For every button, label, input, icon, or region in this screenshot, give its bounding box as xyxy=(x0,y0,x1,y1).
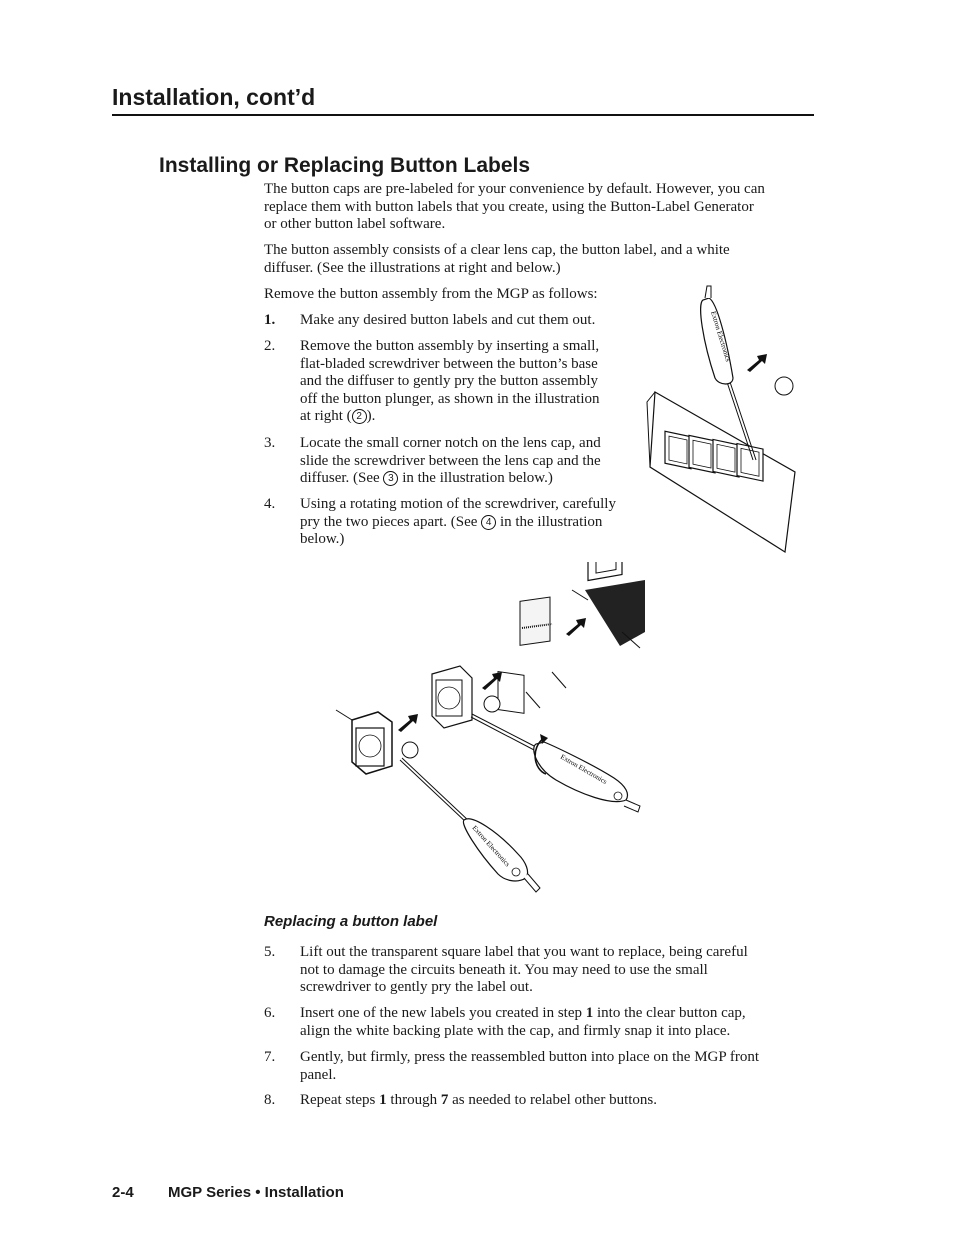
intro-paragraph-1: The button caps are pre-labeled for your convenience by default. However, you can replace them with button labels that you create, using the Button-Label Generator or other button label software. xyxy=(264,181,765,232)
label-and-diffuser xyxy=(498,597,566,713)
callout-circle-3 xyxy=(402,742,418,758)
callout-circle-2 xyxy=(775,377,793,395)
step-number: 1. xyxy=(264,312,276,328)
page-number: 2-4 xyxy=(112,1184,134,1201)
screwdriver-brand: Extron Electronics xyxy=(709,310,733,363)
step-text: Locate the small corner notch on the lens cap, and slide the screwdriver between the lens cap and the diffuser. (See 3 in the illustration below.) xyxy=(300,435,601,486)
step-text: Gently, but firmly, press the reassembled button into place on the MGP front panel. xyxy=(300,1049,760,1083)
step-number: 4. xyxy=(264,496,276,512)
arrow-icon xyxy=(566,618,586,636)
header-rule xyxy=(112,114,814,116)
intro-paragraph-3: Remove the button assembly from the MGP as follows: xyxy=(264,286,598,302)
screwdriver-lower xyxy=(400,758,540,892)
step-number: 5. xyxy=(264,944,276,960)
step-number: 7. xyxy=(264,1049,276,1065)
page-header xyxy=(112,84,814,116)
section-title: Installing or Replacing Button Labels xyxy=(159,154,531,177)
step-number: 2. xyxy=(264,338,276,354)
screwdriver-brand-lower: Extron Electronics xyxy=(470,823,512,869)
page-footer xyxy=(112,1184,344,1201)
front-panel-illustration xyxy=(645,282,805,557)
arrow-icon xyxy=(398,714,418,732)
step-text: Repeat steps 1 through 7 as needed to relabel other buttons. xyxy=(300,1092,658,1108)
screwdriver-right xyxy=(471,714,640,812)
step-text: Lift out the transparent square label that you want to replace, being careful not to damage the circuits beneath it. You may need to use the small screwdriver to gently pry the label out. xyxy=(300,944,748,995)
callout-2-icon: 2 xyxy=(352,409,367,424)
step-number: 8. xyxy=(264,1092,276,1108)
plunger-housing xyxy=(572,562,645,648)
step-text: Make any desired button labels and cut them out. xyxy=(300,312,596,328)
footer-text: MGP Series • Installation xyxy=(168,1184,344,1201)
lens-cap-left xyxy=(336,710,392,774)
step-number: 6. xyxy=(264,1005,276,1021)
intro-paragraph-2: The button assembly consists of a clear lens cap, the button label, and a white diffuser. (See the illustrations at right and below.) xyxy=(264,242,730,276)
exploded-button-illustration xyxy=(330,562,660,897)
step-text: Insert one of the new labels you created in step 1 into the clear button cap, align the white backing plate with the cap, and firmly snap it into place. xyxy=(300,1005,746,1039)
screwdriver-brand-right: Extron Electronics xyxy=(559,752,609,786)
page-title: Installation, cont’d xyxy=(112,84,316,110)
callout-circle-4 xyxy=(484,696,500,712)
arrow-icon xyxy=(747,354,767,372)
lens-cap-middle xyxy=(432,666,472,728)
callout-4-icon: 4 xyxy=(481,515,496,530)
callout-3-icon: 3 xyxy=(383,471,398,486)
step-number: 3. xyxy=(264,435,276,451)
step-text: Using a rotating motion of the screwdriver, carefully pry the two pieces apart. (See 4 in the illustration below.) xyxy=(300,496,616,547)
step-text: Remove the button assembly by inserting a small, flat-bladed screwdriver between the button’s base and the diffuser to gently pry the button assembly off the button plunger, as shown in the illustration at right ( 2 ). xyxy=(300,338,600,424)
figure-caption: Replacing a button label xyxy=(264,913,438,930)
